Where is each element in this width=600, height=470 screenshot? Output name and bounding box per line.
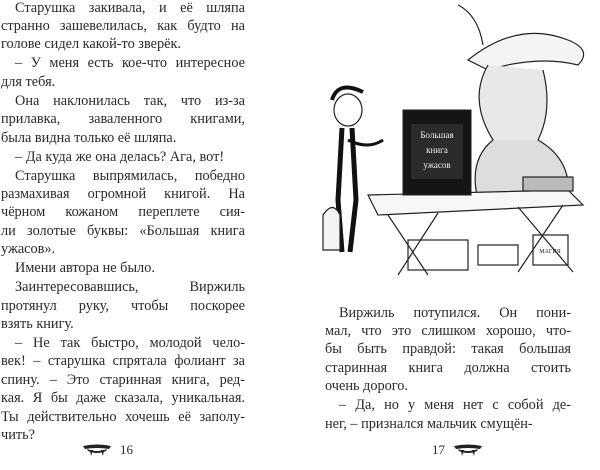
text-line: Она наклонилась так, что из-за	[15, 92, 245, 109]
paragraph	[1, 148, 245, 166]
text-line: – У меня есть кое-что интересное	[15, 55, 245, 72]
text-line: Старушка выпрямилась, победно	[15, 167, 245, 184]
text-line: чить?	[1, 427, 35, 444]
text-line: кая. Я бы даже сказала, уникальная.	[1, 390, 245, 407]
text-line: спину. – Это старинная книга, ред-	[1, 371, 245, 388]
text-line: прилавка, заваленного книгами,	[1, 111, 245, 128]
left-page-text	[1, 0, 245, 445]
paragraph	[1, 278, 245, 333]
text-line: для тебя.	[1, 73, 56, 90]
page-number: 16	[120, 442, 133, 457]
text-line: была видна только её шляпа.	[1, 129, 177, 146]
text-line: бы быть правдой: такая большая	[325, 341, 571, 358]
text-line: век! – старушка спрятала фолиант за	[1, 353, 245, 370]
right-page-text	[325, 303, 571, 433]
svg-text:книга: книга	[426, 145, 448, 155]
paragraph	[1, 334, 245, 444]
fangs-ornament-icon	[453, 443, 483, 457]
text-line: очень дорого.	[325, 378, 409, 395]
paragraph	[1, 0, 245, 54]
svg-text:Большая: Большая	[420, 130, 454, 140]
fangs-ornament-icon	[82, 443, 112, 457]
text-line: размахивая огромной книгой. На	[1, 186, 245, 203]
magic-box-label: МАГИЯ	[539, 249, 561, 255]
text-line: Имени автора не было.	[15, 260, 155, 277]
text-line: ли золотые буквы: «Большая книга	[1, 222, 245, 239]
text-line: – Не так быстро, молодой чело-	[15, 335, 245, 352]
text-line: странно зашевелилась, как будто на	[1, 18, 245, 34]
text-line: Ты действительно хочешь её заполу-	[1, 408, 245, 425]
text-line: старинная книга должна стоить	[325, 359, 571, 376]
paragraph	[1, 167, 245, 259]
horror-book	[403, 110, 471, 195]
illustration-bookshop-scene	[318, 0, 598, 285]
text-line: Заинтересовавшись, Виржиль	[15, 279, 245, 296]
text-line: чёрном кожаном переплете сия-	[1, 204, 245, 221]
paragraph	[1, 54, 245, 91]
text-line: протянул руку, чтобы поскорее	[1, 297, 245, 314]
paragraph	[1, 259, 245, 277]
text-line: нег, – признался мальчик смущён-	[325, 415, 533, 432]
svg-text:ужасов: ужасов	[423, 160, 451, 170]
paragraph	[325, 304, 571, 396]
text-line: мал, что это слишком хорошо, что-	[325, 323, 571, 339]
page-number: 17	[432, 442, 445, 457]
paragraph	[1, 92, 245, 147]
text-line: ужасов».	[1, 241, 56, 258]
text-line: Виржиль потупился. Он пони-	[339, 304, 571, 321]
text-line: взять книгу.	[1, 316, 74, 333]
page-footer-left	[82, 442, 133, 458]
page-footer-right	[432, 442, 483, 458]
text-line: голове сидел какой-то зверёк.	[1, 36, 181, 53]
text-line: – Да куда же она делась? Ага, вот!	[15, 148, 225, 165]
paragraph	[325, 396, 571, 433]
text-line: – Да, но у меня нет с собой де-	[339, 397, 571, 414]
text-line: Старушка закивала, и её шляпа	[15, 0, 245, 16]
